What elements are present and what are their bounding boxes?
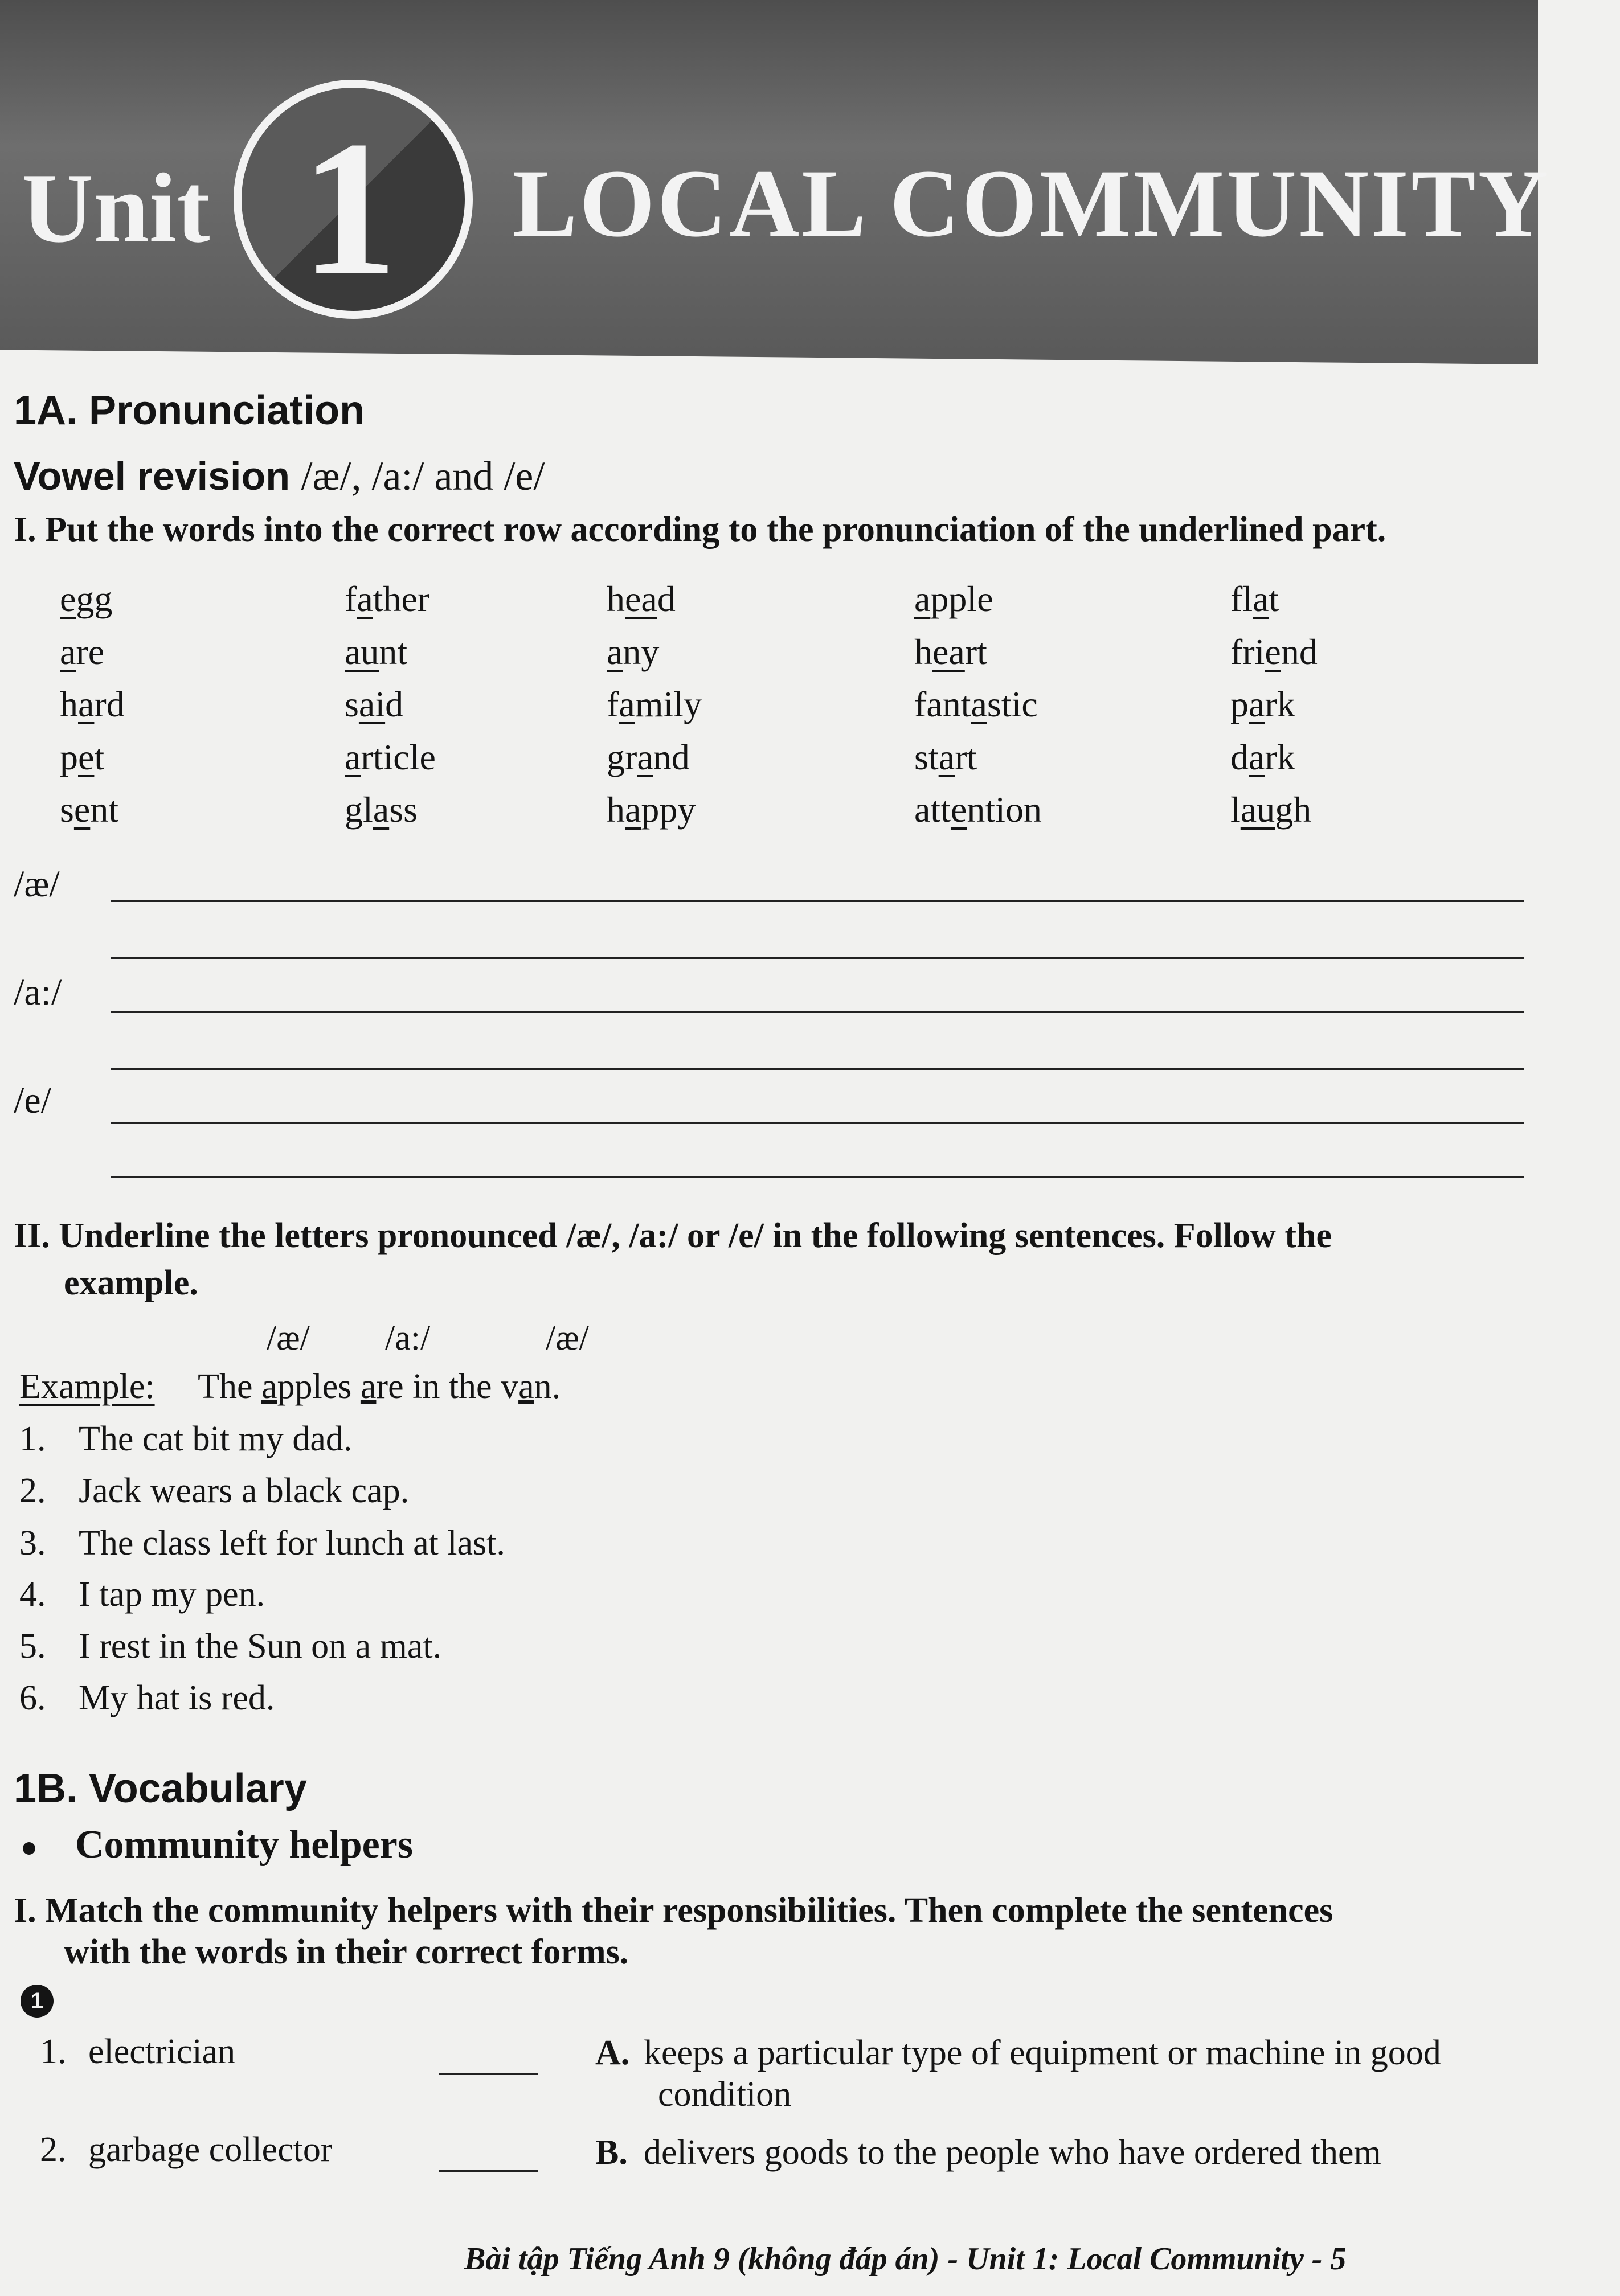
word-item[interactable]: happy [607,789,696,830]
sentence-text[interactable]: Jack wears a black cap. [79,1471,410,1510]
example-mark-3: /æ/ [546,1319,589,1358]
sentence-number: 4. [19,1575,46,1614]
word-item[interactable]: egg [60,579,113,619]
answer-line-a-long-1[interactable] [111,1011,1524,1013]
answer-line-e-1[interactable] [111,1122,1524,1124]
word-item[interactable]: said [345,684,404,724]
row-label-ae: /æ/ [14,863,60,905]
topic-label: Community helpers [75,1823,414,1867]
word-item[interactable]: sent [60,789,119,830]
example-label: Example: [19,1367,155,1406]
answer-line-ae-2[interactable] [111,957,1524,959]
row-label-e: /e/ [14,1080,51,1121]
sentence-text[interactable]: The cat bit my dad. [79,1420,353,1458]
answer-line-ae-1[interactable] [111,900,1524,902]
match-helper-1: electrician [88,2032,236,2071]
match-letter-a: A. [595,2033,630,2072]
vowel-revision-title: Vowel revision [14,454,290,498]
vowel-revision-ipa: /æ/, /a:/ and /e/ [301,453,545,499]
unit-title: LOCAL COMMUNITY [513,150,1551,257]
word-item[interactable]: attention [914,789,1042,830]
exercise-2-instruction-line1: II. Underline the letters pronounced /æ/, /a:/ or /e/ in the following sentences. Follow the [14,1216,1332,1255]
word-item[interactable]: apple [914,579,993,619]
match-resp-a-line2: condition [658,2075,792,2114]
answer-line-a-long-2[interactable] [111,1068,1524,1070]
word-item[interactable]: father [345,579,430,619]
sentence-text[interactable]: I rest in the Sun on a mat. [79,1627,442,1666]
match-helper-2: garbage collector [88,2130,333,2169]
word-item[interactable]: glass [345,789,418,830]
sentence-number: 3. [19,1524,46,1563]
part-1-marker-icon: 1 [21,1985,54,2018]
sentence-text[interactable]: I tap my pen. [79,1575,265,1614]
sentence-number: 5. [19,1627,46,1666]
example-part: pples [277,1367,361,1406]
match-resp-b-line1: delivers goods to the people who have ordered them [644,2133,1381,2172]
bullet-icon [23,1842,35,1855]
sentence-number: 6. [19,1679,46,1717]
vowel-revision-heading [14,453,545,500]
word-item[interactable]: dark [1230,737,1295,777]
sentence-number: 2. [19,1471,46,1510]
word-item[interactable]: friend [1230,632,1318,672]
unit-number: 1 [301,101,398,315]
word-item[interactable]: start [914,737,977,777]
community-helpers-topic [23,1822,413,1868]
example-mark-1: /æ/ [267,1319,310,1358]
word-item[interactable]: any [607,632,660,672]
example-underlined: a [518,1367,534,1406]
word-item[interactable]: family [607,684,702,724]
section-1b-instruction-line2: with the words in their correct forms. [64,1933,629,1971]
word-item[interactable]: pet [60,737,105,777]
match-num-2: 2. [40,2130,67,2169]
word-item[interactable]: head [607,579,676,619]
answer-line-e-2[interactable] [111,1176,1524,1178]
section-1b-instruction-line1: I. Match the community helpers with their responsibilities. Then complete the sentences [14,1891,1333,1930]
word-item[interactable]: grand [607,737,690,777]
word-item[interactable]: article [345,737,436,777]
sentence-number: 1. [19,1420,46,1458]
word-item[interactable]: are [60,632,105,672]
example-part: re in the v [376,1367,519,1406]
sentence-text[interactable]: The class left for lunch at last. [79,1524,505,1563]
match-num-1: 1. [40,2032,67,2071]
word-item[interactable]: laugh [1230,789,1312,830]
word-item[interactable]: fantastic [914,684,1038,724]
sentence-text[interactable]: My hat is red. [79,1679,275,1717]
example-sentence [19,1367,561,1407]
row-label-a-long: /a:/ [14,971,62,1013]
exercise-1-instruction: I. Put the words into the correct row according to the pronunciation of the underlined part. [14,510,1386,549]
word-item[interactable]: flat [1230,579,1279,619]
example-underlined: a [360,1367,377,1406]
match-letter-b: B. [595,2133,628,2172]
word-item[interactable]: aunt [345,632,408,672]
match-blank-2[interactable] [439,2170,538,2172]
word-item[interactable]: heart [914,632,987,672]
exercise-2-instruction-line2: example. [64,1264,198,1302]
word-item[interactable]: hard [60,684,125,724]
example-part: The [198,1367,261,1406]
word-item[interactable]: park [1230,684,1295,724]
example-underlined: a [261,1367,277,1406]
match-blank-1[interactable] [439,2073,538,2075]
section-1a-heading: 1A. Pronunciation [14,388,365,433]
match-resp-a-line1: keeps a particular type of equipment or machine in good [644,2033,1441,2072]
page-footer: Bài tập Tiếng Anh 9 (không đáp án) - Unit 1: Local Community - 5 [464,2241,1347,2277]
unit-word: Unit [22,153,210,263]
example-part: n. [534,1367,561,1406]
example-mark-2: /a:/ [385,1319,431,1358]
section-1b-heading: 1B. Vocabulary [14,1766,307,1811]
